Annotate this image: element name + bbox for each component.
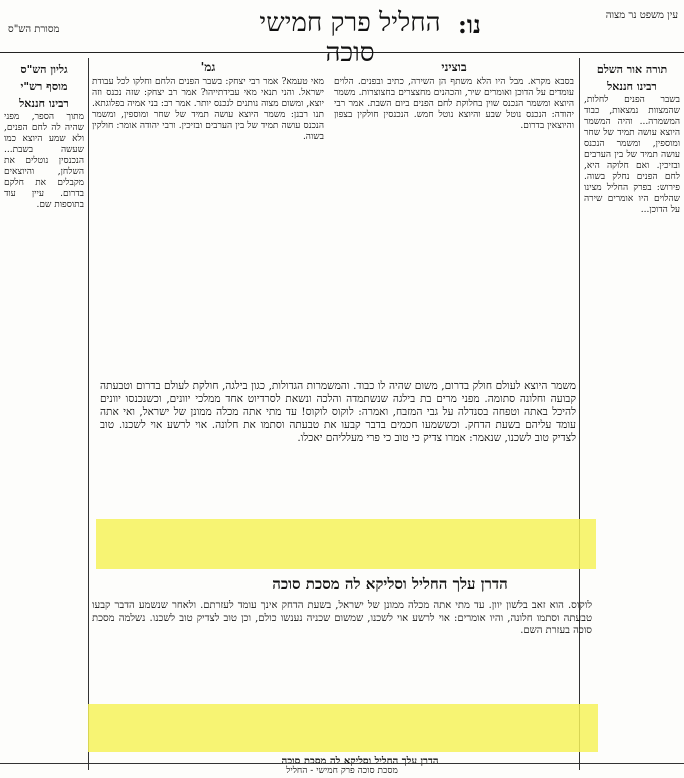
page-number: נו: xyxy=(458,10,481,39)
gemara-label: גמ' xyxy=(200,60,216,74)
chapter-title: החליל פרק חמישי סוכה xyxy=(259,8,441,68)
right-commentary xyxy=(579,58,680,770)
right-commentary-text: בשבר הפנים לחלות, שהמצוות נמצאות, כבוד המשמרה... והיה המשמר היוצא עושה תמיד של שחר ומוספין, ומשמר הנכנס עושה תמיד של בין הערבים ובזיכין. ואם חלוקה היא, לחם הפנים נחלק בשוה. פירוש: בפרק החליל מצינו שהלוים היו אומרים שירה על הדוכן... xyxy=(584,95,680,215)
left-commentary xyxy=(4,58,89,770)
right-title-torah: תורה אור השלם xyxy=(596,63,668,76)
bottom-commentary: לוקוס. הוא זאב בלשון יוון. עד מתי אתה מכלה ממונן של ישראל, בשעת הדחק אינך עומד לעזרתם. ולאחר שנשמע הדבר קבעו טבעתה וסתמו חלונה, והיו אומרים: אוי לרשע אוי לשכנו, שמשום שכניה נענשו כולם, וכן טוב לצדיק טוב לשכנו. נשלמה מסכת סוכה בעזרת השם. xyxy=(92,600,592,636)
gemara-text: מאי טעמא? אמר רבי יצחק: בשבר הפנים הלחם וחלקו לכל עבודת ישראל. והני תנאי מאי עבידתייהו? אמר רב יצחק: שזה נכנס וזה יוצא, ומשום מצוה נותנים לנכנס יותר. אמר רב: בני אמיה בפלוגתא. תנו רבנן: משמר היוצא עושה תמיד של שחר ומוספין, ומשמר הנכנס עושה תמיד של בין הערבים ובזיכין. ורבי יהודה אומר: חולקין בשוה. xyxy=(92,77,324,142)
source-right: עין משפט נר מצוה xyxy=(605,10,678,21)
left-commentary-text: מתוך הספר, מפני שהיה לה לחם הפנים, ולא שמע היוצא כמו שעשה בשבת... הנכנסין נוטלים את השלחן, והיוצאים מקבלים את חלקם בדרום. עיין עוד בתוספות שם. xyxy=(4,112,84,210)
mishnah-label: בוציני xyxy=(441,60,467,74)
left-title-musaf: מוסף רש"י xyxy=(20,80,68,93)
mishnah-column xyxy=(334,58,574,368)
left-title-gilyon: גליון הש"ס xyxy=(20,63,68,76)
main-text-body: משמר היוצא לעולם חולק בדרום, משום שהיה לו כבוד. והמשמרות הגדולות, כגון בילגה, חולקת לעולם בדרום וטבעתה קבועה וחלונה סתומה. מפני מרים בת בילגה שנשתמדה והלכה ונשאת לסרדיוט אחד ממלכי יוונים, וכשנכנסו יוונים להיכל באתה וטפחה בסנדלה על גבי המזבח, ואמרה: לוקוס לוקוס! עד מתי אתה מכלה ממונן של ישראל, ואי אתה עומד עליהם בשעת הדחק. וכששמעו חכמים בדבר קבעו את טבעתה וסתמו את חלונה. xyxy=(100,380,576,431)
main-text xyxy=(100,380,576,570)
page-footer: מסכת סוכה פרק חמישי - החליל xyxy=(0,763,684,778)
source-left: מסורת הש"ס xyxy=(8,24,60,35)
left-title-rabbeinu: רבינו חננאל xyxy=(19,97,69,110)
right-title-rabbeinu: רבינו חננאל xyxy=(607,80,657,93)
mishnah-text: בסבא מקרא. מבל היו הלא משתף הן השירה, כתיב ובפנים. הלוים עומדים על הדוכן ואומרים שיר, והכהנים מחצצרים בחצוצרות. משמר היוצא ומשמר הנכנס שוין בחלוקת לחם הפנים ביום השבת. אמר רבי יהודה: הנכנס נוטל שבע והיוצא נוטל חמש. הנכנסין חולקין בצפון והיוצאין בדרום. xyxy=(334,77,574,131)
final-completion-title: הדרן עלך החליל וסליקא לה מסכת סוכה xyxy=(281,756,439,767)
highlighted-text: אוי לרשע אוי לשכנו. טוב לצדיק טוב לשכנו, שנאמר: אמרו צדיק כי טוב כי פרי מעלליהם יאכלו. xyxy=(100,419,576,444)
completion-title: הדרן עלך החליל וסליקא לה מסכת סוכה xyxy=(272,575,508,593)
